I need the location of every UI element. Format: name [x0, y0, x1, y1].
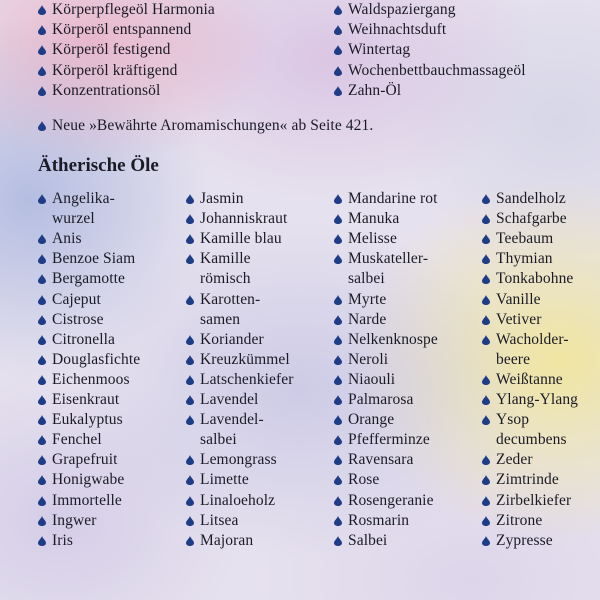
water-drop-icon	[482, 234, 490, 244]
list-item-label: Linaloeholz	[200, 491, 276, 509]
water-drop-icon	[334, 295, 342, 305]
water-drop-icon	[482, 254, 490, 264]
water-drop-icon	[482, 536, 490, 546]
list-item-label: Grapefruit	[52, 451, 118, 469]
list-item-label: Konzentrationsöl	[52, 81, 161, 99]
list-item-label: Majoran	[200, 531, 254, 549]
list-item-label: Immortelle	[52, 491, 122, 509]
water-drop-icon	[38, 536, 46, 546]
water-drop-icon	[186, 496, 194, 506]
list-item-label: Thymian	[496, 250, 553, 268]
list-item-continuation: decumbens	[496, 431, 567, 449]
list-item-label: Wochenbettbauchmassageöl	[348, 61, 526, 79]
list-item-label: Lemongrass	[200, 451, 277, 469]
list-item-label: Johanniskraut	[200, 210, 288, 228]
water-drop-icon	[38, 295, 46, 305]
list-item-label: Eichenmoos	[52, 370, 130, 388]
list-item-label: Eukalyptus	[52, 411, 123, 429]
water-drop-icon	[38, 355, 46, 365]
list-item-label: Lavendel-	[200, 411, 264, 429]
list-item-label: Waldspaziergang	[348, 1, 456, 18]
water-drop-icon	[38, 274, 46, 284]
list-item-label: Zypresse	[496, 531, 553, 549]
list-item-label: Neroli	[348, 350, 389, 368]
water-drop-icon	[482, 315, 490, 325]
water-drop-icon	[482, 455, 490, 465]
list-item-label: Douglasfichte	[52, 350, 141, 368]
list-item-label: Benzoe Siam	[52, 250, 136, 268]
water-drop-icon	[482, 496, 490, 506]
water-drop-icon	[186, 395, 194, 405]
water-drop-icon	[334, 355, 342, 365]
list-item-label: Fenchel	[52, 431, 102, 449]
water-drop-icon	[38, 475, 46, 485]
water-drop-icon	[38, 234, 46, 244]
list-item-label: Wacholder-	[496, 330, 569, 348]
water-drop-icon	[186, 536, 194, 546]
list-item-label: Honigwabe	[52, 471, 125, 489]
water-drop-icon	[482, 375, 490, 385]
water-drop-icon	[482, 335, 490, 345]
list-item-label: Vetiver	[496, 310, 542, 328]
list-item-label: Karotten-	[200, 290, 261, 308]
water-drop-icon	[334, 455, 342, 465]
water-drop-icon	[38, 254, 46, 264]
water-drop-icon	[38, 455, 46, 465]
list-item-label: Palmarosa	[348, 391, 414, 408]
water-drop-icon	[482, 395, 490, 405]
list-item-label: Litsea	[200, 511, 239, 529]
water-drop-icon	[38, 435, 46, 445]
list-item-continuation: salbei	[348, 270, 385, 288]
list-item-label: Zeder	[496, 451, 533, 469]
water-drop-icon	[38, 395, 46, 405]
list-item-label: Anis	[52, 230, 82, 248]
water-drop-icon	[482, 516, 490, 526]
water-drop-icon	[186, 234, 194, 244]
list-item-label: Salbei	[348, 531, 388, 549]
list-item-continuation: salbei	[200, 431, 237, 449]
list-item-label: Cistrose	[52, 310, 104, 328]
list-item-label: Körperöl entspannend	[52, 21, 192, 39]
water-drop-icon	[186, 375, 194, 385]
water-drop-icon	[38, 194, 46, 204]
water-drop-icon	[334, 45, 342, 55]
list-item-label: Kamille	[200, 250, 251, 268]
list-item-label: Zimtrinde	[496, 471, 559, 489]
list-item-label: Bergamotte	[52, 270, 126, 288]
water-drop-icon	[186, 295, 194, 305]
water-drop-icon	[334, 86, 342, 96]
list-item-label: Ingwer	[52, 511, 97, 529]
list-item-label: Latschenkiefer	[200, 370, 294, 388]
list-item-label: Ylang-Ylang	[496, 391, 579, 408]
water-drop-icon	[38, 315, 46, 325]
water-drop-icon	[38, 25, 46, 35]
water-drop-icon	[38, 5, 46, 15]
list-item-continuation: beere	[496, 350, 531, 368]
water-drop-icon	[38, 86, 46, 96]
water-drop-icon	[186, 415, 194, 425]
list-item-label: Vanille	[496, 290, 541, 308]
water-drop-icon	[482, 194, 490, 204]
list-item-label: Cajeput	[52, 290, 101, 308]
list-item-continuation: samen	[200, 310, 241, 328]
water-drop-icon	[334, 475, 342, 485]
water-drop-icon	[334, 335, 342, 345]
list-item-continuation: römisch	[200, 270, 251, 288]
list-item-label: Weißtanne	[496, 370, 563, 388]
water-drop-icon	[334, 435, 342, 445]
list-item-label: Angelika-	[52, 190, 115, 207]
water-drop-icon	[186, 516, 194, 526]
list-item-label: Tonkabohne	[496, 270, 574, 288]
water-drop-icon	[334, 375, 342, 385]
water-drop-icon	[186, 214, 194, 224]
list-item-label: Weihnachtsduft	[348, 21, 447, 39]
list-item-label: Mandarine rot	[348, 190, 438, 207]
water-drop-icon	[38, 121, 46, 131]
water-drop-icon	[38, 516, 46, 526]
water-drop-icon	[186, 254, 194, 264]
list-item-label: Limette	[200, 471, 249, 489]
list-item-label: Körperöl festigend	[52, 41, 171, 59]
list-item-continuation: wurzel	[52, 210, 95, 228]
water-drop-icon	[482, 295, 490, 305]
list-item-label: Koriander	[200, 330, 264, 348]
list-item-label: Lavendel	[200, 391, 259, 408]
section-heading: Ätherische Öle	[38, 155, 159, 176]
list-item-label: Iris	[52, 531, 74, 549]
list-item-label: Eisenkraut	[52, 391, 120, 408]
list-item-label: Nelkenknospe	[348, 330, 438, 348]
water-drop-icon	[334, 254, 342, 264]
list-item-label: Sandelholz	[496, 190, 566, 207]
water-drop-icon	[334, 536, 342, 546]
water-drop-icon	[482, 475, 490, 485]
list-item-label: Melisse	[348, 230, 397, 248]
list-item-label: Teebaum	[496, 230, 554, 248]
water-drop-icon	[334, 315, 342, 325]
water-drop-icon	[38, 375, 46, 385]
water-drop-icon	[38, 415, 46, 425]
water-drop-icon	[186, 455, 194, 465]
list-item-label: Zitrone	[496, 511, 543, 529]
water-drop-icon	[38, 496, 46, 506]
water-drop-icon	[334, 234, 342, 244]
list-item-label: Myrte	[348, 290, 387, 308]
list-item-label: Ysop	[496, 411, 530, 429]
water-drop-icon	[334, 496, 342, 506]
water-drop-icon	[334, 5, 342, 15]
water-drop-icon	[38, 66, 46, 76]
list-item-label: Manuka	[348, 210, 400, 228]
water-drop-icon	[334, 415, 342, 425]
water-drop-icon	[186, 355, 194, 365]
list-item-label: Kreuzkümmel	[200, 350, 290, 368]
list-item-label: Zahn-Öl	[348, 81, 402, 99]
list-item-label: Muskateller-	[348, 250, 429, 268]
list-item-label: Jasmin	[200, 190, 244, 207]
water-drop-icon	[186, 194, 194, 204]
list-item-label: Rosmarin	[348, 511, 410, 529]
list-item-label: Neue »Bewährte Aromamischungen« ab Seite 421.	[52, 117, 374, 134]
water-drop-icon	[482, 415, 490, 425]
list-item-label: Körperpflegeöl Harmonia	[52, 1, 215, 18]
water-drop-icon	[334, 194, 342, 204]
list-item-label: Zirbelkiefer	[496, 491, 572, 509]
list-item-label: Citronella	[52, 330, 115, 348]
list-item-label: Orange	[348, 411, 395, 429]
water-drop-icon	[482, 214, 490, 224]
water-drop-icon	[334, 214, 342, 224]
list-item-label: Wintertag	[348, 41, 411, 59]
water-drop-icon	[38, 45, 46, 55]
list-item-label: Narde	[348, 310, 387, 328]
water-drop-icon	[38, 335, 46, 345]
list-item-label: Ravensara	[348, 451, 414, 469]
list-item-label: Niaouli	[348, 370, 396, 388]
water-drop-icon	[334, 66, 342, 76]
water-drop-icon	[334, 395, 342, 405]
water-drop-icon	[186, 475, 194, 485]
list-item-label: Kamille blau	[200, 230, 282, 248]
list-item-label: Pfefferminze	[348, 431, 430, 449]
water-drop-icon	[334, 516, 342, 526]
list-item-label: Schafgarbe	[496, 210, 567, 228]
list-item-label: Rose	[348, 471, 380, 489]
water-drop-icon	[186, 335, 194, 345]
water-drop-icon	[482, 274, 490, 284]
list-item-label: Körperöl kräftigend	[52, 61, 178, 79]
list-item-label: Rosengeranie	[348, 491, 434, 509]
water-drop-icon	[334, 25, 342, 35]
